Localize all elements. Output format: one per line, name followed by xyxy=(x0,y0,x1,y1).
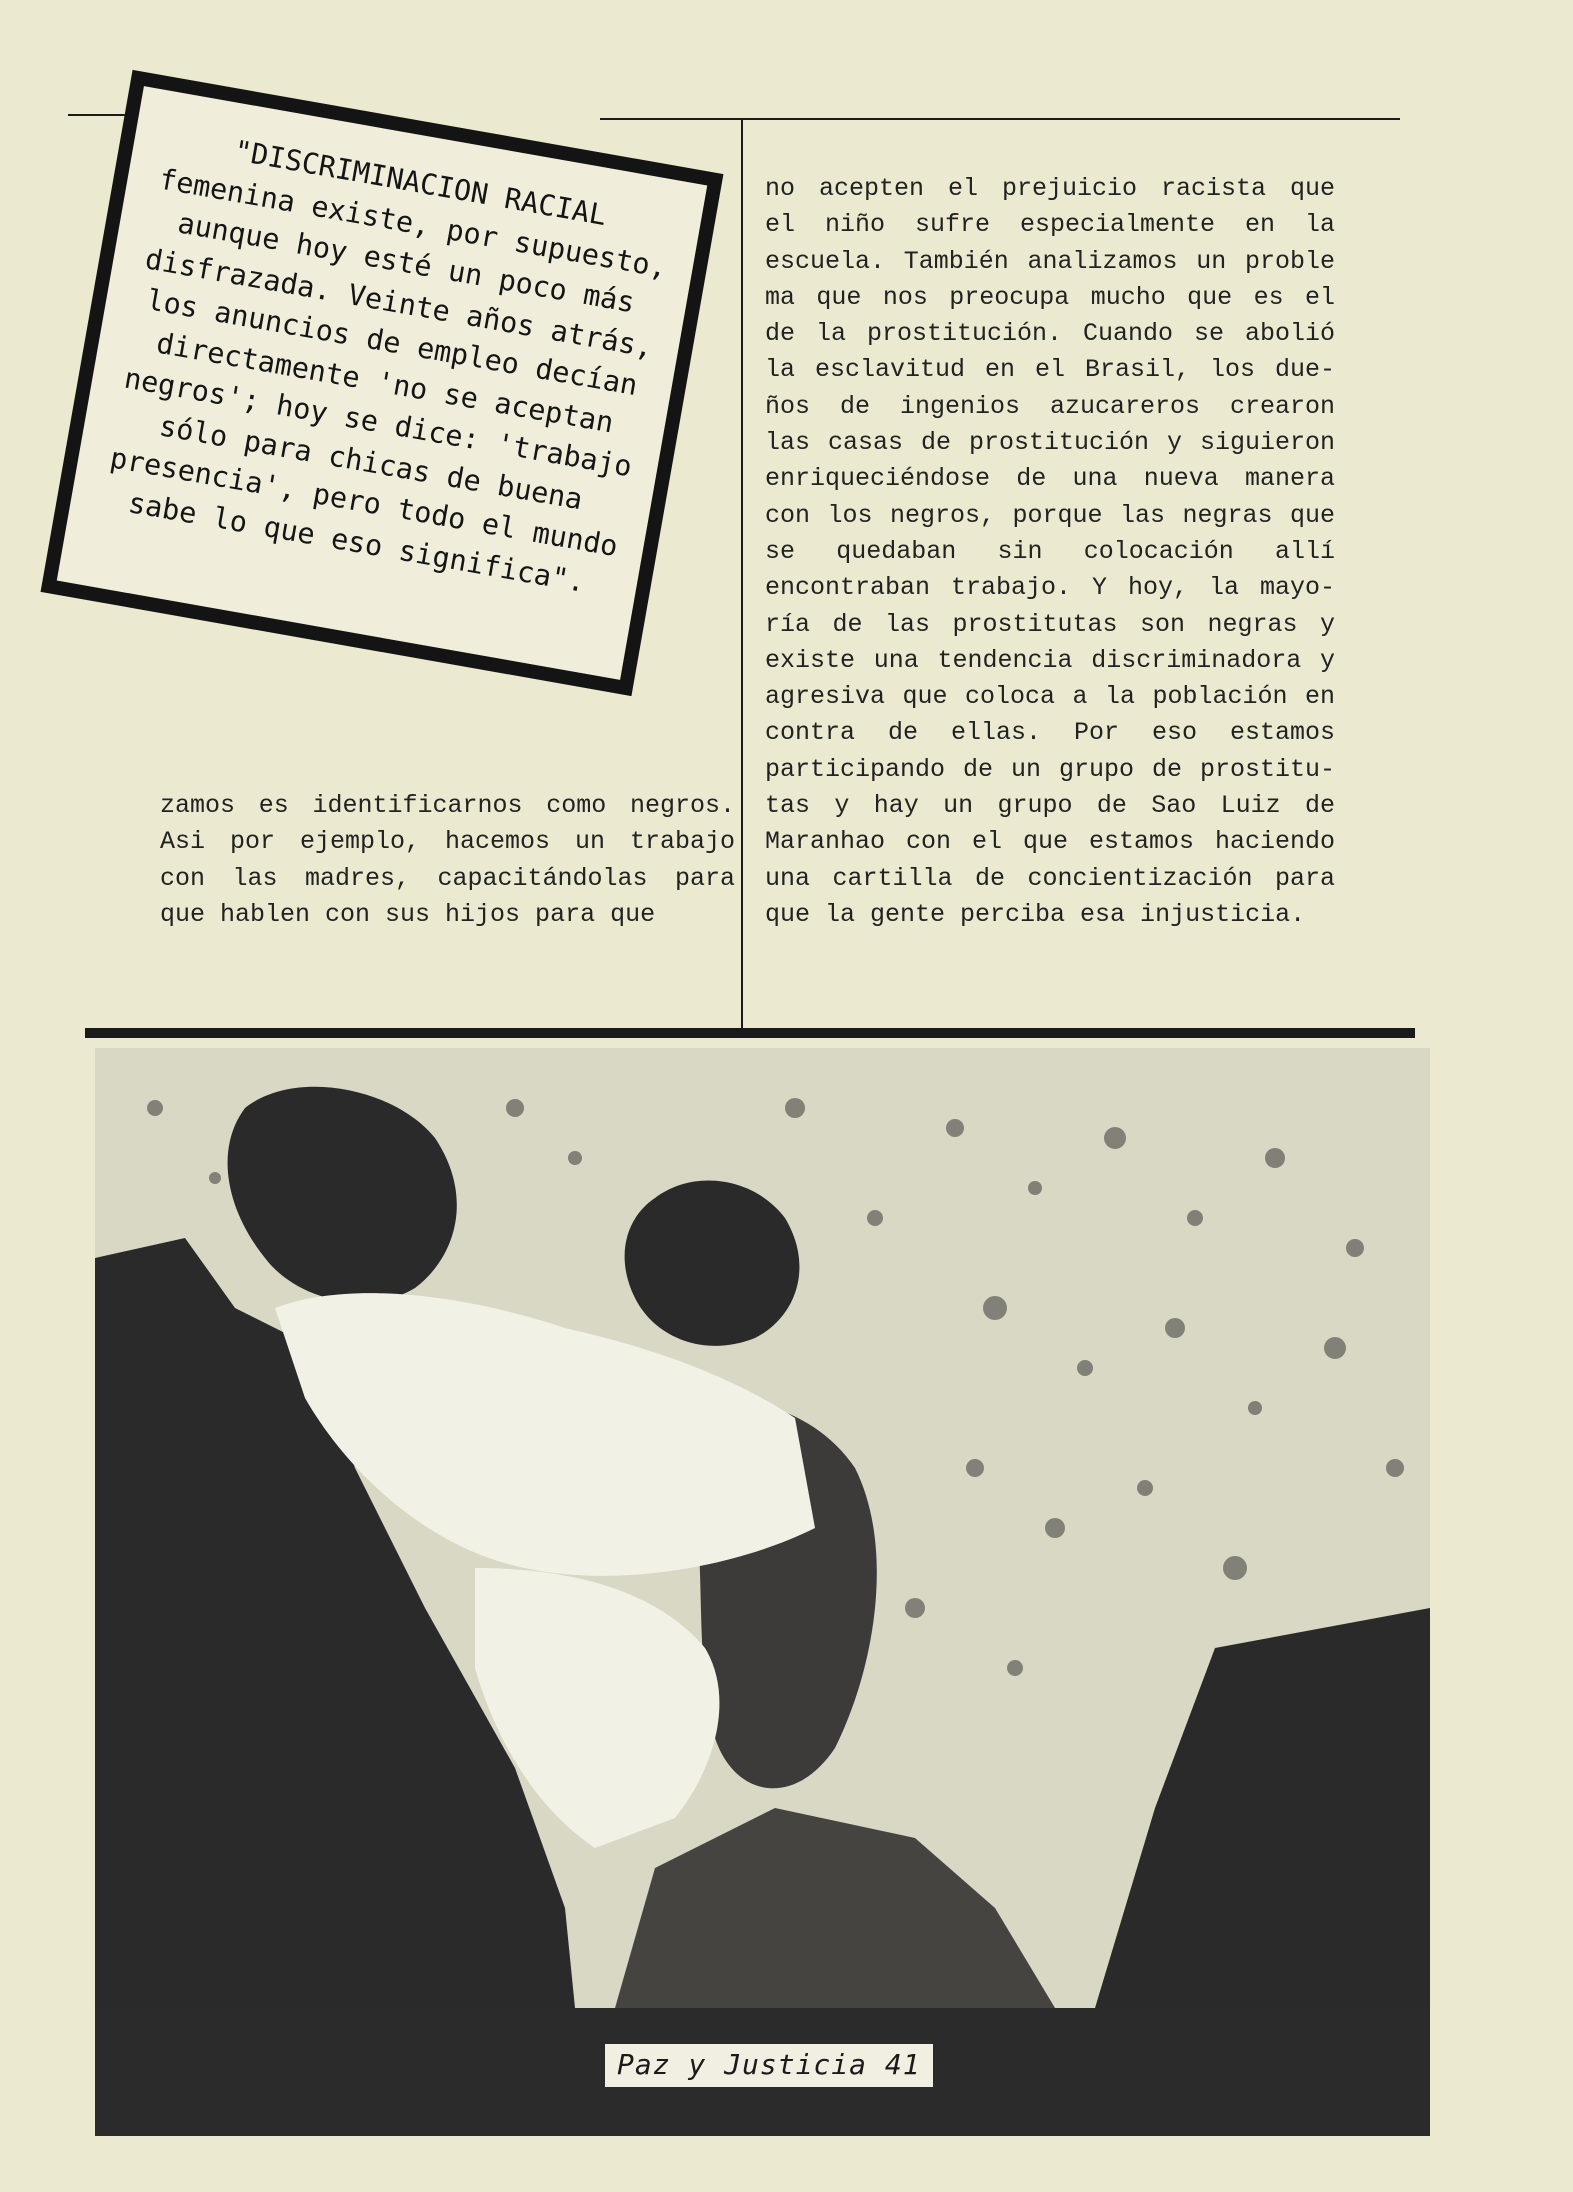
pull-quote-box xyxy=(41,70,724,696)
page-caption: Paz y Justicia 41 xyxy=(605,2044,933,2087)
pull-quote-text: "DISCRIMINACION RACIAL femenina existe, por supuesto, aunque hoy esté un poco más disfrazada. Veinte años atrás, los anuncios de empleo decían directamente 'no se aceptan negros'; hoy se dice: 'trabajo sólo para chicas de buena presencia', pero todo el mundo sabe lo que eso significa". xyxy=(107,134,670,599)
column-divider xyxy=(741,120,743,1035)
top-rule-right xyxy=(600,118,1400,120)
left-column-text: zamos es identificarnos como negros. Asi por ejemplo, hacemos un trabajo con las madres, capacitándolas para que hablen con sus hijos para que xyxy=(160,791,735,929)
mother-and-child-photo xyxy=(95,1048,1430,2008)
article-left-column xyxy=(160,788,735,933)
photo-top-rule xyxy=(85,1028,1415,1038)
article-right-column xyxy=(765,171,1335,933)
caption-band xyxy=(95,2008,1430,2136)
right-column-text: no acepten el prejuicio racista que el niño sufre especialmente en la escuela. También analizamos un proble ma que nos preocupa mucho que es el de la prostitución. Cuando se abolió la esclavitud en el Brasil, los due- ños de ingenios azucareros crearon las casas de prostitución y siguieron enriqueciéndose de una nueva manera con los negros, porque las negras que se quedaban sin colocación allí encontraban trabajo. Y hoy, la mayo- ría de las prostitutas son negras y existe una tendencia discriminadora y agresiva que coloca a la población en contra de ellas. Por eso estamos participando de un grupo de prostitu- tas y hay un grupo de Sao Luiz de Maranhao con el que estamos haciendo una cartilla de concientización para que la gente perciba esa injusticia. xyxy=(765,174,1335,929)
